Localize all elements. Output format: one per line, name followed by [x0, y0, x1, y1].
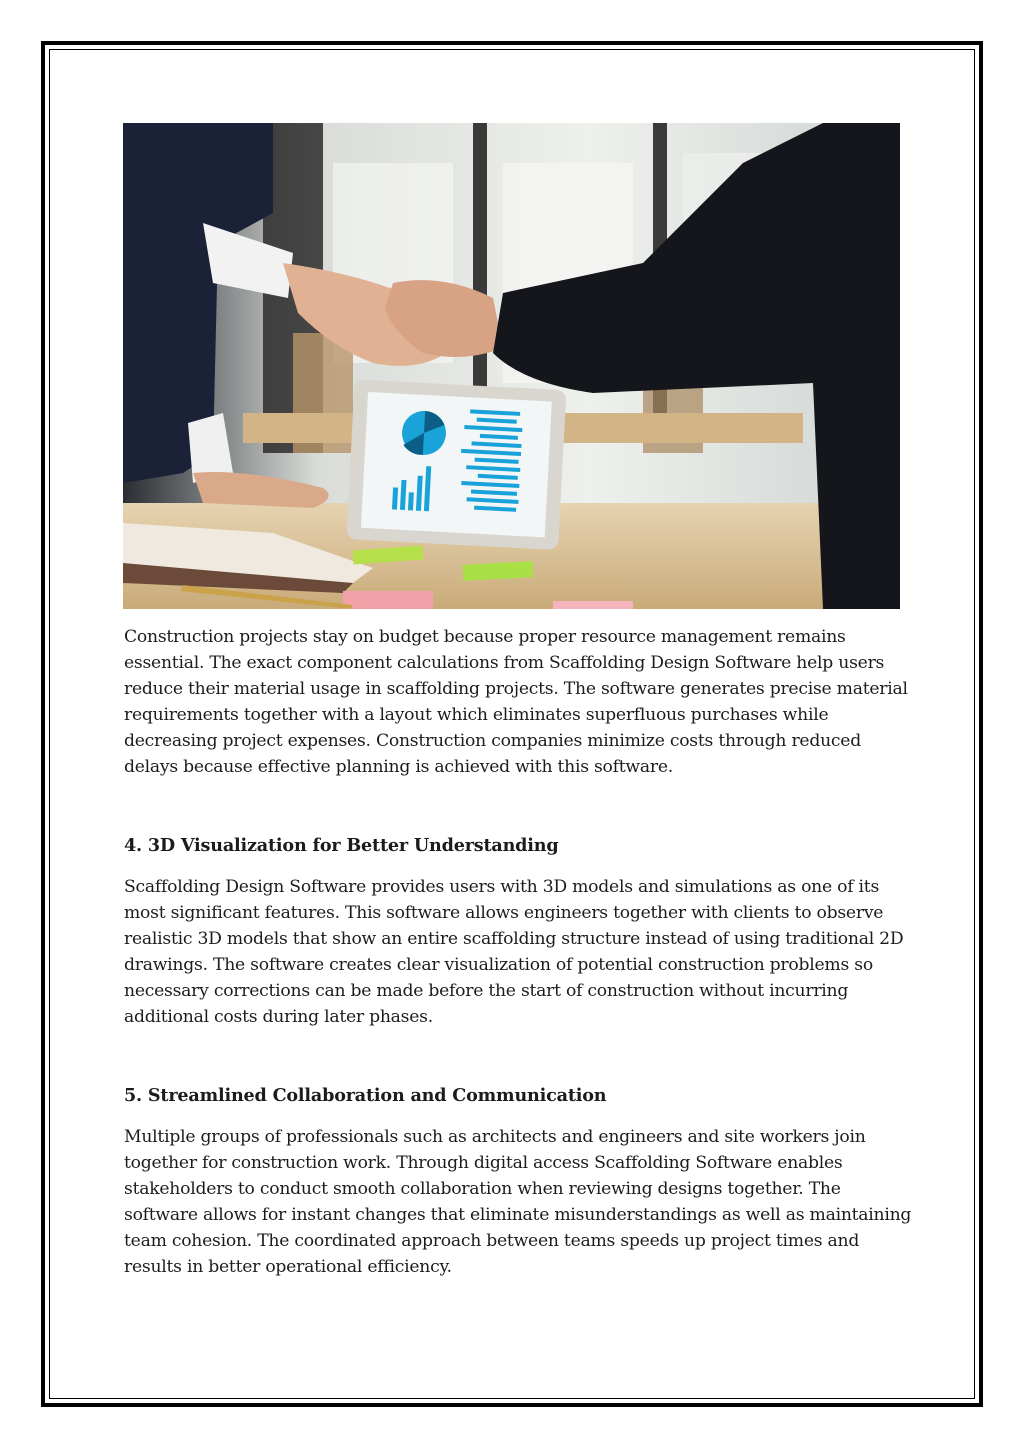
- handshake-illustration: [123, 123, 900, 609]
- section-paragraph-3d-visualization: Scaffolding Design Software provides users with 3D models and simulations as one of its most significant features. This software allows engineers together with clients to observe realistic 3D models that show an entire scaffolding structure instead of using traditional 2D drawings. The software creates clear visualization of potential construction problems so necessary corrections can be made before the start of construction without incurring additional costs during later phases.: [124, 877, 904, 1027]
- section-paragraph-collaboration: Multiple groups of professionals such as architects and engineers and site workers join together for construction work. Through digital access Scaffolding Software enables stakeholders to conduct smooth collaboration when reviewing designs together. The software allows for instant changes that eliminate misunderstandings as well as maintaining team cohesion. The coordinated approach between teams speeds up project times and results in better operational efficiency.: [124, 1127, 912, 1277]
- section-heading-3d-visualization: 4. 3D Visualization for Better Understanding: [124, 835, 559, 856]
- intro-paragraph: Construction projects stay on budget because proper resource management remains essential. The exact component calculations from Scaffolding Design Software help users reduce their material usage in scaffolding projects. The software generates precise material requirements together with a layout which eliminates superfluous purchases while decreasing project expenses. Construction companies minimize costs through reduced delays because effective planning is achieved with this software.: [124, 627, 908, 777]
- section-heading-collaboration: 5. Streamlined Collaboration and Communication: [124, 1085, 607, 1106]
- handshake-photo: [123, 123, 900, 609]
